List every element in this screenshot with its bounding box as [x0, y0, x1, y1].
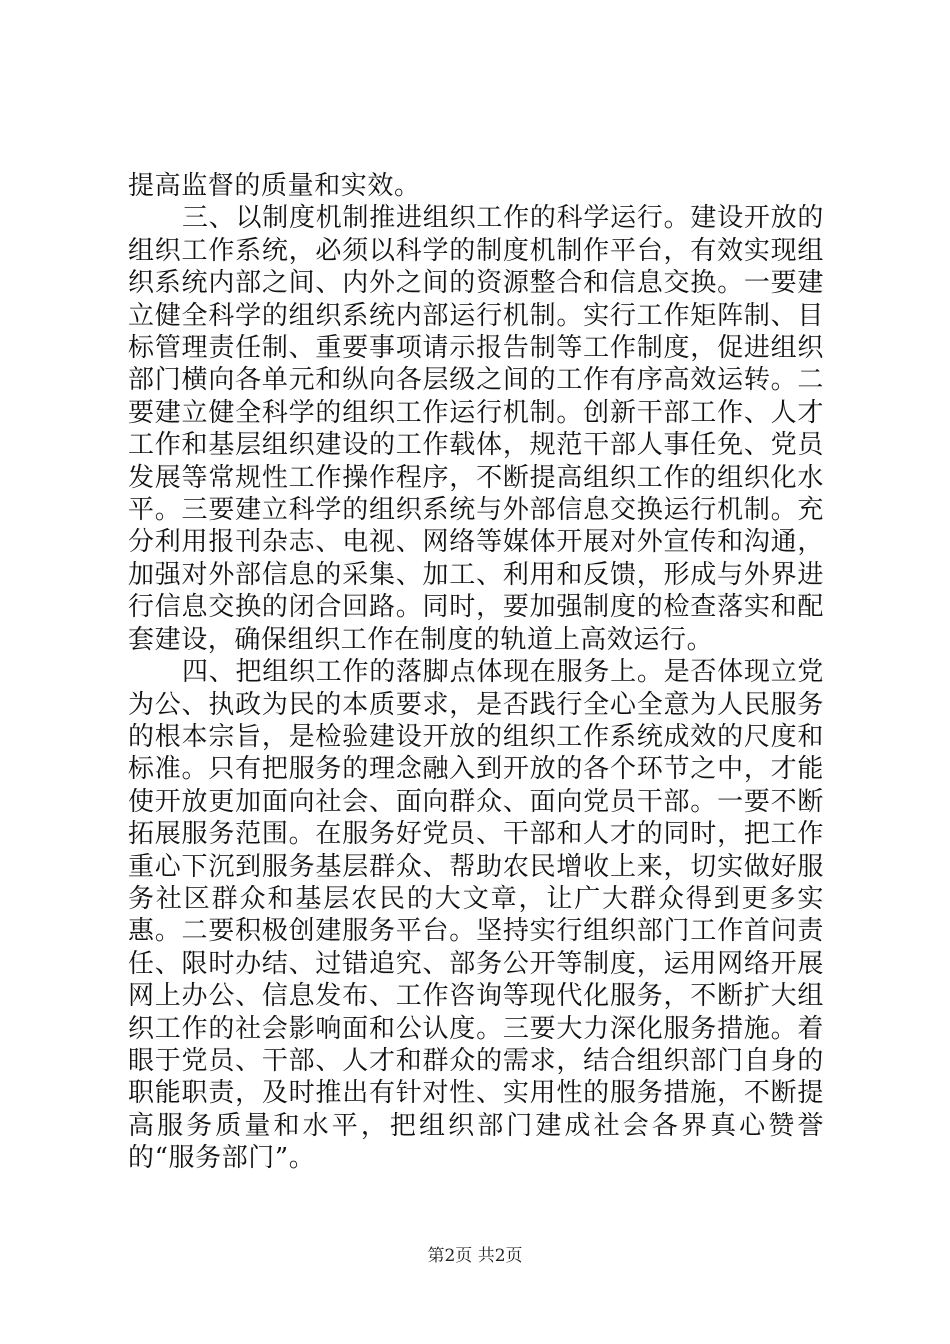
- document-body: [128, 170, 824, 1175]
- paragraph-section-three: 三、以制度机制推进组织工作的科学运行。建设开放的组织工作系统，必须以科学的制度机制作平台，有效实现组织系统内部之间、内外之间的资源整合和信息交换。一要建立健全科学的组织系统内部运行机制。实行工作矩阵制、目标管理责任制、重要事项请示报告制等工作制度，促进组织部门横向各单元和纵向各层级之间的工作有序高效运转。二要建立健全科学的组织工作运行机制。创新干部工作、人才工作和基层组织建设的工作载体，规范干部人事任免、党员发展等常规性工作操作程序，不断提高组织工作的组织化水平。三要建立科学的组织系统与外部信息交换运行机制。充分利用报刊杂志、电视、网络等媒体开展对外宣传和沟通，加强对外部信息的采集、加工、利用和反馈，形成与外界进行信息交换的闭合回路。同时，要加强制度的检查落实和配套建设，确保组织工作在制度的轨道上高效运行。: [128, 203, 824, 655]
- page-footer: 第2页 共2页: [427, 1246, 523, 1266]
- paragraph-continuation: 提高监督的质量和实效。: [128, 171, 421, 201]
- paragraph-section-four: 四、把组织工作的落脚点体现在服务上。是否体现立党为公、执政为民的本质要求，是否践行全心全意为人民服务的根本宗旨，是检验建设开放的组织工作系统成效的尺度和标准。只有把服务的理念融入到开放的各个环节之中，才能使开放更加面向社会、面向群众、面向党员干部。一要不断拓展服务范围。在服务好党员、干部和人才的同时，把工作重心下沉到服务基层群众、帮助农民增收上来，切实做好服务社区群众和基层农民的大文章，让广大群众得到更多实惠。二要积极创建服务平台。坚持实行组织部门工作首问责任、限时办结、过错追究、部务公开等制度，运用网络开展网上办公、信息发布、工作咨询等现代化服务，不断扩大组织工作的社会影响面和公认度。三要大力深化服务措施。着眼于党员、干部、人才和群众的需求，结合组织部门自身的职能职责，及时推出有针对性、实用性的服务措施，不断提高服务质量和水平，把组织部门建成社会各界真心赞誉的“服务部门”。: [128, 657, 824, 1174]
